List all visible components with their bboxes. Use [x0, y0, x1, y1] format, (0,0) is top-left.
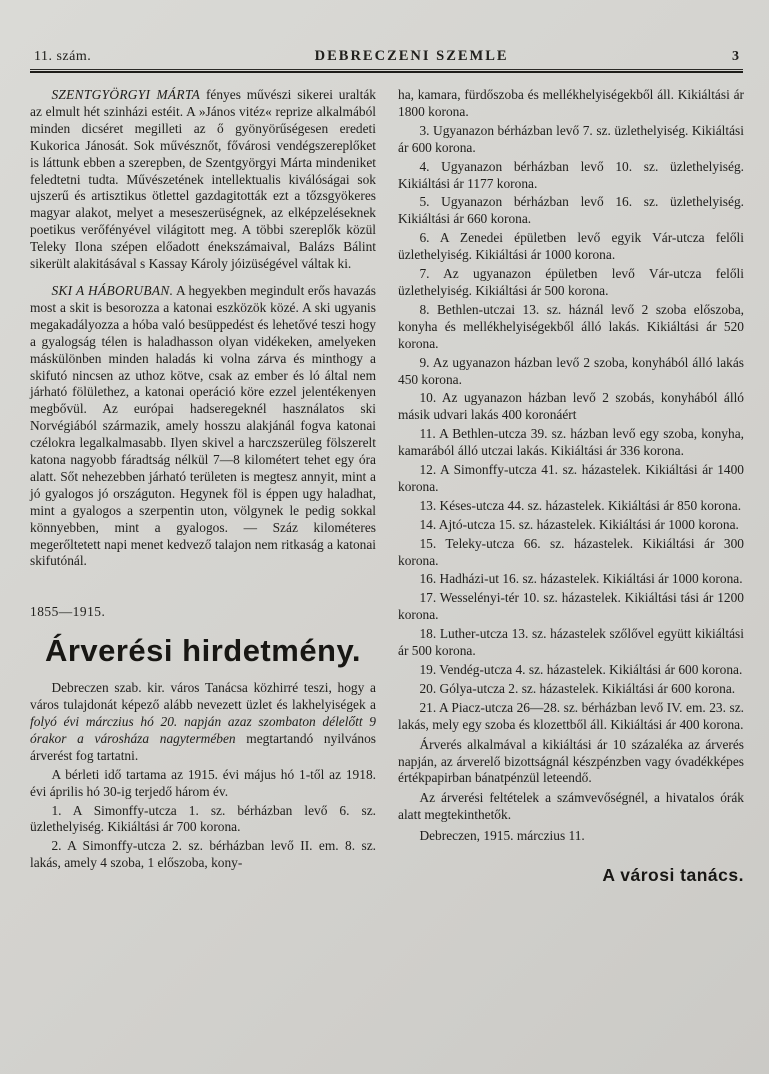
- auction-item-16: 16. Hadházi-ut 16. sz. házastelek. Kikiáltási ár 1000 korona.: [419, 571, 743, 587]
- auction-item-7: 7. Az ugyanazon épületben levő Vár-utcza felőli üzlethelyiség. Kikiáltási ár 500 korona.: [398, 266, 744, 298]
- auction-item-8: 8. Bethlen-utczai 13. sz. háznál levő 2 szoba előszoba, konyha és mellékhelyiségekből álló lakás. Kikiáltási ár 520 korona.: [398, 301, 744, 351]
- right-column: [398, 87, 744, 884]
- header-rule: [30, 69, 743, 73]
- page-number: 3: [731, 49, 739, 64]
- closing-paragraph-2: Az árverési feltételek a számvevőségnél, a hivatalos órák alatt megtekinthetők.: [398, 790, 744, 823]
- auction-item-1: 1. A Simonffy-utcza 1. sz. bérházban levő 6. sz. üzlethelyiség. Kikiáltási ár 700 korona.: [30, 802, 376, 835]
- left-column: [30, 87, 376, 884]
- journal-title: DEBRECZENI SZEMLE: [314, 48, 509, 64]
- auction-item-19: 19. Vendég-utcza 4. sz. házastelek. Kikiáltási ár 600 korona.: [419, 662, 743, 677]
- auction-item-14: 14. Ajtó-utcza 15. sz. házastelek. Kikiáltási ár 1000 korona.: [419, 516, 739, 532]
- date-line: Debreczen, 1915. márczius 11.: [419, 828, 585, 844]
- auction-item-11: 11. A Bethlen-utcza 39. sz. házban levő egy szoba, konyha, kamarából álló utczai lakás. Kikiáltási ár 336 korona.: [398, 426, 744, 459]
- continuation-paragraph: ha, kamara, fürdőszoba és mellékhelyiségekből áll. Kikiáltási ár 1800 korona.: [398, 87, 744, 119]
- article-ski-lead: SKI A HÁBORUBAN.: [51, 282, 174, 298]
- auction-item-17: 17. Wesselényi-tér 10. sz. házastelek. Kikiáltási tási ár 1200 korona.: [398, 590, 744, 623]
- auction-item-5: 5. Ugyanazon bérházban levő 16. sz. üzlethelyiség. Kikiáltási ár 660 korona.: [398, 194, 744, 227]
- auction-intro-after: megtartandó nyilvános árverést fog tartatni.: [30, 730, 376, 763]
- auction-item-6: 6. A Zenedei épületben levő egyik Vár-utcza felőli üzlethelyiség. Kikiáltási ár 1000 korona.: [398, 230, 744, 263]
- years-line: 1855—1915.: [30, 604, 106, 620]
- closing-paragraph-1: Árverés alkalmával a kikiáltási ár 10 százaléka az árverés napján, az árverelő bizottságnál készpénzben vagy óvadékképes értékpapirban bánatpénzül leteendő.: [398, 736, 744, 786]
- auction-intro-date: folyó évi márczius hó 20. napján azaz szombaton délelőtt 9 órakor a városháza nagytermében: [30, 714, 376, 746]
- auction-item-10: 10. Az ugyanazon házban levő 2 szobás, konyhából álló másik udvari lakás 400 koronáért: [398, 390, 744, 423]
- auction-item-15: 15. Teleky-utcza 66. sz. házastelek. Kikiáltási ár 300 korona.: [398, 535, 744, 568]
- auction-item-4: 4. Ugyanazon bérházban levő 10. sz. üzlethelyiség. Kikiáltási ár 1177 korona.: [398, 158, 744, 191]
- article-szentgyorgyi-text: fényes művészi sikerei uralták az elmult hét szinházi estéit. A »János vitéz« reprize alkalmából minden dicséret megilleti az ő gyönyörűségesen eredeti Kukorica Jánosát. Sok művésznőt, fővárosi vendégszereplőket is láttunk ebben a szerepben, de Szentgyörgyi Márta mindeniket feledtetni tudta. Művészetének intellektualis kiválóságai sok ujszerű és artisztikus ötlettel gazdagitották ezt a tőzsgyökeres magyar alakot, melyet a meseszerüségnek, az elképzeléseknek poetikus verőfényével világitott meg. A többi szereplők közül Teleky Ilona szépen előadott énekszámaival, Balázs Bálint sikerült alakitásával s Kassay Károly jóizüségével váltak ki.: [30, 87, 376, 272]
- auction-item-18: 18. Luther-utcza 13. sz. házastelek szőlővel együtt kikiáltási ár 500 korona.: [398, 626, 744, 659]
- auction-item-12: 12. A Simonffy-utcza 41. sz. házastelek. Kikiáltási ár 1400 korona.: [398, 462, 744, 494]
- auction-intro: [30, 680, 376, 765]
- columns: [30, 87, 743, 884]
- auction-item-13: 13. Késes-utcza 44. sz. házastelek. Kikiáltási ár 850 korona.: [419, 497, 742, 513]
- auction-item-3: 3. Ugyanazon bérházban levő 7. sz. üzlethelyiség. Kikiáltási ár 600 korona.: [398, 122, 744, 155]
- auction-title: Árverési hirdetmény.: [44, 633, 362, 669]
- article-ski: [30, 283, 376, 570]
- auction-intro-before: Debreczen szab. kir. város Tanácsa közhirré teszi, hogy a város tulajdonát képező alább nevezett üzlet és lakhelyiségek a: [30, 680, 376, 713]
- auction-item-21: 21. A Piacz-utcza 26—28. sz. bérházban levő IV. em. 23. sz. lakás, mely egy szoba és klozettből áll. Kikiáltási ár 400 korona.: [398, 699, 744, 732]
- auction-item-20: 20. Gólya-utcza 2. sz. házastelek. Kikiáltási ár 600 korona.: [419, 680, 736, 696]
- article-szentgyorgyi: [30, 87, 376, 273]
- article-ski-text: A hegyekben megindult erős havazás most a skit is besorozza a katonai eszközök közé. A ski ugyanis megakadályozza a hóba való besüppedést és lehetővé teszi hogy a gyalogság télen is haladhasson olyan vidékeken, amelyeken máskülönben minden haladás ki volna zárva és minthogy a skifutó nincsen az uthoz kötve, csak az ember és ló által nem járható fölülethez, a katonai operáció köre ezzel jelentékenyen megbővül. Az európai hadseregeknél használatos ski Norvégiából származik, amely hosszu alakjánál fogva katonai czélokra legalkalmasabb. Ilyen skivel a harczszerüleg fölszerelt katona nagyobb fáradtság nélkül 7—8 kilométert tehet egy óra alatt. Sőt nehezebben járható területen is megtesz annyit, mint a jó gyalogos jó országuton. Hegynek föl is éppen ugy haladhat, mint a gyalogos a szerpentin uton, völgynek le pedig sokkal könnyebben, mint a gyalogos. — Száz kilométeres megerőltetett napi menet kedvező talajon nem ritkaság a katonai skifutónál.: [30, 282, 377, 569]
- auction-term: A bérleti idő tartama az 1915. évi május hó 1-től az 1918. évi április hó 30-ig terjedő három év.: [30, 766, 376, 799]
- auction-item-9: 9. Az ugyanazon házban levő 2 szoba, konyhából álló lakás 450 korona.: [398, 354, 744, 387]
- masthead: [30, 48, 743, 69]
- auction-item-2: 2. A Simonffy-utcza 2. sz. bérházban levő II. em. 8. sz. lakás, amely 4 szoba, 1 előszoba, kony-: [30, 838, 376, 871]
- article-szentgyorgyi-lead: SZENTGYÖRGYI MÁRTA: [51, 87, 201, 102]
- signature: A városi tanács.: [602, 865, 744, 886]
- issue-number: 11. szám.: [34, 49, 92, 64]
